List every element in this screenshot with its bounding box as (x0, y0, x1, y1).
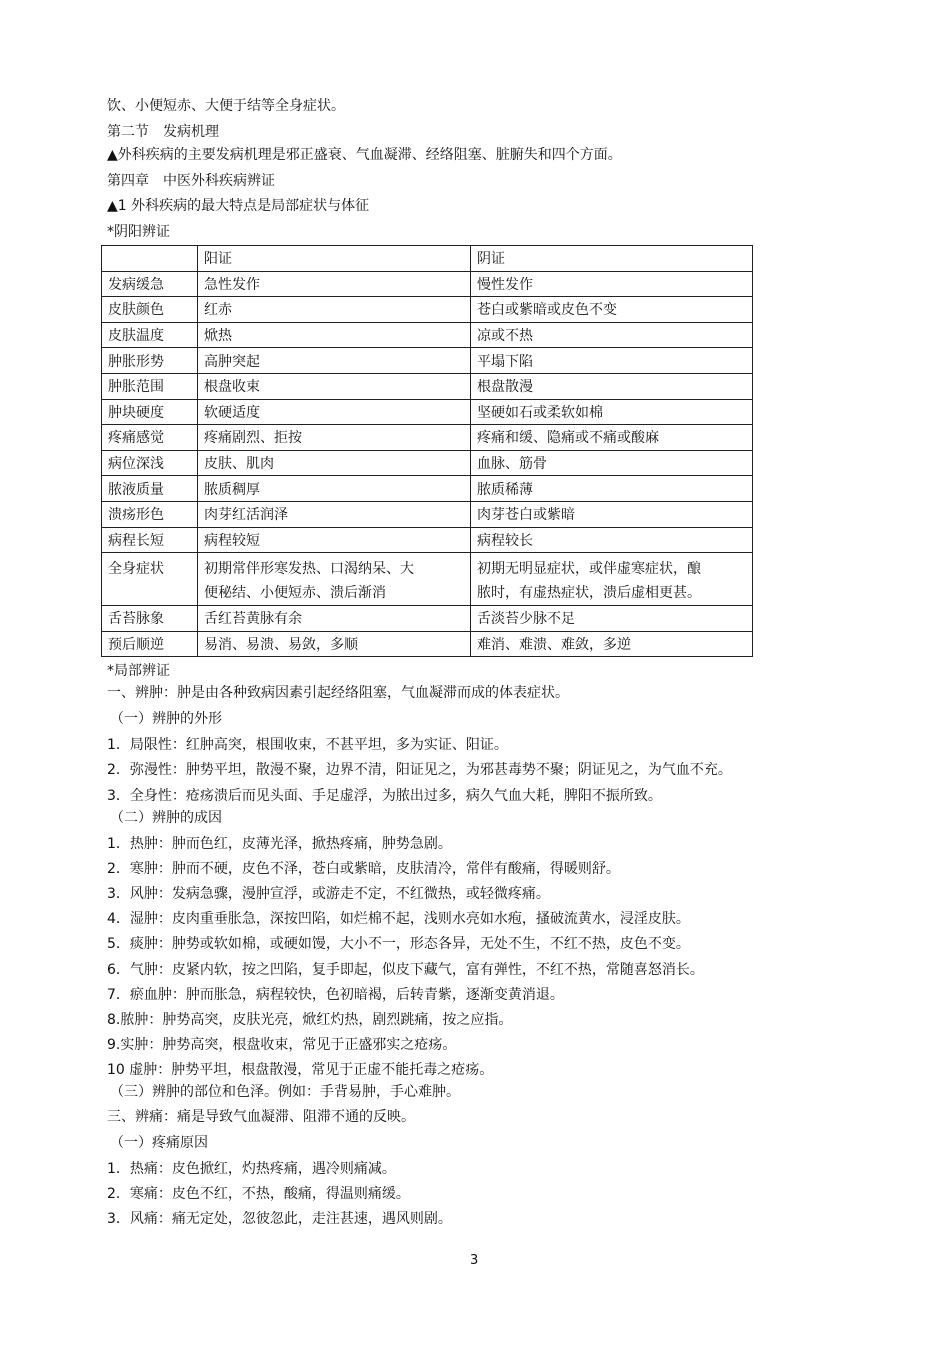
sub-heading: （一）疼痛原因 (110, 1135, 208, 1151)
table-row (102, 297, 753, 323)
table-cell: 肿胀范围 (102, 373, 198, 399)
table-cell: 肿块硬度 (102, 399, 198, 425)
table-cell: 皮肤、肌肉 (198, 450, 471, 476)
table-row (102, 631, 753, 657)
list-item: 4．湿肿：皮肉重垂胀急，深按凹陷，如烂棉不起，浅则水亮如水疱，搔破流黄水，浸淫皮肤。 (107, 911, 690, 927)
table-row-systemic-symptoms (102, 553, 753, 606)
table-cell: 易消、易溃、易敛，多顺 (198, 631, 471, 657)
table-row (102, 450, 753, 476)
text-line: ▲1 外科疾病的最大特点是局部症状与体征 (107, 198, 370, 214)
table-cell: 焮热 (198, 322, 471, 348)
paragraph-heading: 一、辨肿：肿是由各种致病因素引起经络阻塞，气血凝滞而成的体表症状。 (107, 685, 569, 701)
table-cell: 皮肤颜色 (102, 297, 198, 323)
cell-line: 便秘结、小便短赤、溃后渐消 (204, 585, 386, 602)
list-item: 1．热肿：肿而色红，皮薄光泽，掀热疼痛，肿势急剧。 (107, 836, 452, 852)
list-item: 1．局限性：红肿高突，根围收束，不甚平坦，多为实证、阳证。 (107, 737, 508, 753)
table-cell: 疼痛和缓、隐痛或不痛或酸麻 (471, 425, 753, 451)
list-item: 5．痰肿：肿势或软如棉，或硬如馒，大小不一，形态各异，无处不生，不红不热，皮色不变。 (107, 936, 690, 952)
table-cell: 肉芽苍白或紫暗 (471, 501, 753, 527)
chapter-heading: 第四章 中医外科疾病辨证 (107, 173, 275, 189)
list-item: 2．弥漫性：肿势平坦，散漫不聚，边界不清，阳证见之，为邪甚毒势不聚；阴证见之，为气血不充。 (107, 762, 732, 778)
table-cell: 病程较长 (471, 527, 753, 553)
list-item: 9.实肿：肿势高突，根盘收束，常见于正盛邪实之疮疡。 (107, 1037, 457, 1053)
table-cell-multiline (198, 553, 471, 606)
sub-heading: （二）辨肿的成因 (110, 810, 222, 826)
table-row (102, 399, 753, 425)
list-item: 8.脓肿：肿势高突，皮肤光亮，焮红灼热，剧烈跳痛，按之应指。 (107, 1012, 513, 1028)
list-item: 2．寒肿：肿而不硬，皮色不泽，苍白或紫暗，皮肤清冷，常伴有酸痛，得暖则舒。 (107, 861, 620, 877)
cell-line: 初期常伴形寒发热、口渴纳呆、大 (204, 561, 414, 578)
table-header-row (102, 246, 753, 272)
table-cell: 病位深浅 (102, 450, 198, 476)
header-cell (102, 246, 198, 272)
table-cell: 慢性发作 (471, 271, 753, 297)
table-cell: 高肿突起 (198, 348, 471, 374)
text-line: 饮、小便短赤、大便于结等全身症状。 (107, 98, 345, 114)
list-item: 2．寒痛：皮色不红，不热，酸痛，得温则痛缓。 (107, 1186, 410, 1202)
table-row (102, 501, 753, 527)
table-row (102, 606, 753, 632)
paragraph-heading: 三、辨痛：痛是导致气血凝滞、阻滞不通的反映。 (107, 1109, 415, 1125)
table-cell: 舌淡苔少脉不足 (471, 606, 753, 632)
list-item: 1．热痛：皮色掀红，灼热疼痛，遇冷则痛减。 (107, 1161, 396, 1177)
table-cell: 舌苔脉象 (102, 606, 198, 632)
list-item: 6．气肿：皮紧内软，按之凹陷，复手即起，似皮下藏气，富有弹性，不红不热，常随喜怒消长。 (107, 962, 704, 978)
table-cell: 难消、难溃、难敛，多逆 (471, 631, 753, 657)
table-cell: 发病缓急 (102, 271, 198, 297)
table-cell: 溃疡形色 (102, 501, 198, 527)
table-cell: 坚硬如石或柔软如棉 (471, 399, 753, 425)
table-cell: 病程较短 (198, 527, 471, 553)
list-item: 3．风肿：发病急骤，漫肿宣浮，或游走不定，不红微热，或轻微疼痛。 (107, 886, 550, 902)
table-cell: 苍白或紫暗或皮色不变 (471, 297, 753, 323)
cell-line: 初期无明显症状，或伴虚寒症状，酿 (477, 561, 701, 578)
header-cell: 阴证 (471, 246, 753, 272)
table-cell: 脓质稀薄 (471, 476, 753, 502)
table-row (102, 373, 753, 399)
table-row (102, 348, 753, 374)
table-cell: 根盘收束 (198, 373, 471, 399)
yin-yang-table (101, 245, 753, 657)
list-item: 3．全身性：疮疡溃后而见头面、手足虚浮，为脓出过多，病久气血大耗，脾阳不振所致。 (107, 788, 662, 804)
table-row (102, 527, 753, 553)
table-cell: 肿胀形势 (102, 348, 198, 374)
list-item: 10 虚肿：肿势平坦，根盘散漫，常见于正虚不能托毒之疮疡。 (107, 1062, 494, 1078)
table-cell: 舌红苔黄脉有余 (198, 606, 471, 632)
table-cell: 急性发作 (198, 271, 471, 297)
table-cell: 红赤 (198, 297, 471, 323)
list-item: 7．瘀血肿：肿而胀急，病程较快，色初暗褐，后转青紫，逐渐变黄消退。 (107, 987, 564, 1003)
section-label: *局部辨证 (107, 663, 170, 679)
section-heading: 第二节 发病机理 (107, 124, 219, 140)
table-row (102, 271, 753, 297)
text-line: ▲外科疾病的主要发病机理是邪正盛衰、气血凝滞、经络阻塞、脏腑失和四个方面。 (107, 147, 622, 163)
page-number: 3 (470, 1253, 479, 1268)
table-cell: 疼痛感觉 (102, 425, 198, 451)
header-cell: 阳证 (198, 246, 471, 272)
table-row (102, 322, 753, 348)
table-cell: 脓液质量 (102, 476, 198, 502)
table-cell: 血脉、筋骨 (471, 450, 753, 476)
table-row (102, 476, 753, 502)
table-cell-multiline (471, 553, 753, 606)
sub-heading: （三）辨肿的部位和色泽。例如：手背易肿，手心难肿。 (110, 1084, 460, 1100)
table-cell: 全身症状 (102, 553, 198, 606)
table-cell: 软硬适度 (198, 399, 471, 425)
list-item: 3．风痛：痛无定处，忽彼忽此，走注甚速，遇风则剧。 (107, 1211, 452, 1227)
table-cell: 疼痛剧烈、拒按 (198, 425, 471, 451)
table-cell: 根盘散漫 (471, 373, 753, 399)
table-cell: 皮肤温度 (102, 322, 198, 348)
sub-heading: （一）辨肿的外形 (110, 711, 222, 727)
table-cell: 预后顺逆 (102, 631, 198, 657)
table-cell: 肉芽红活润泽 (198, 501, 471, 527)
table-cell: 凉或不热 (471, 322, 753, 348)
table-cell: 脓质稠厚 (198, 476, 471, 502)
cell-line: 脓时，有虚热症状，溃后虚相更甚。 (477, 585, 701, 602)
table-row (102, 425, 753, 451)
table-cell: 病程长短 (102, 527, 198, 553)
table-cell: 平塌下陷 (471, 348, 753, 374)
table-caption: *阴阳辨证 (107, 224, 170, 240)
